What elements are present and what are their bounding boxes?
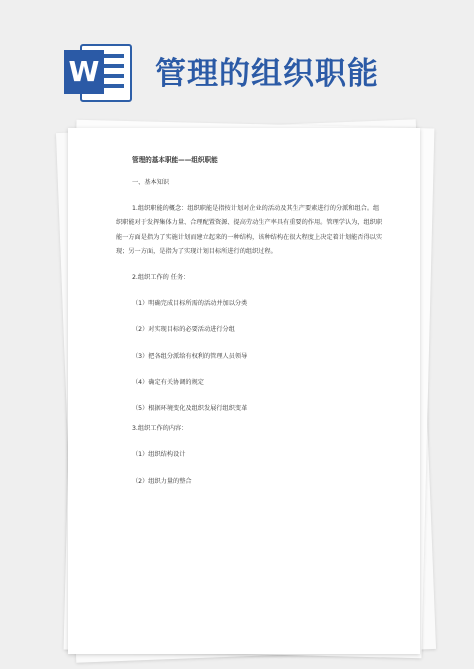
section-heading: 一、基本知识 xyxy=(132,179,170,186)
document-title: 管理的基本职能——组织职能 xyxy=(132,156,218,164)
list-item: （5）根据环境变化及组织发展行组织变革 xyxy=(132,405,248,413)
list-item: （3）把各组分派给有权利的管理人员领导 xyxy=(132,352,248,360)
list-item: （2）组织力量的整合 xyxy=(132,477,192,485)
list-item: （1）组织结构设计 xyxy=(132,451,186,459)
list-item: （2）对实现目标的必要活动进行分组 xyxy=(132,326,235,334)
document-page xyxy=(68,128,420,654)
word-document-icon xyxy=(60,38,138,106)
list-item: （1）明确完成目标所需的活动并加以分类 xyxy=(132,300,248,308)
contents-heading: 3.组织工作的内容： xyxy=(132,425,188,433)
page-title: 管理的组织职能 xyxy=(155,56,379,92)
list-item: （4）确定有关协调的规定 xyxy=(132,378,204,386)
tasks-heading: 2.组织工作的 任务： xyxy=(132,274,190,282)
document-content xyxy=(116,154,384,489)
banner xyxy=(0,0,474,120)
word-letter-icon: W xyxy=(64,50,104,94)
definition-paragraph: 1.组织职能的概念：组织职能是指按计划对企业的活动及其生产要素进行的分派和组合。组织职能对于发挥集体力量、合理配置资源、提高劳动生产率具有重要的作用。管理学认为，组织职能一方面是指为了实施计划而建立起来的一种结构，该种结构在很大程度上决定着计划能否得以实现；另一方面，是指为了实现计划目标所进行的组织过程。 xyxy=(116,205,383,255)
